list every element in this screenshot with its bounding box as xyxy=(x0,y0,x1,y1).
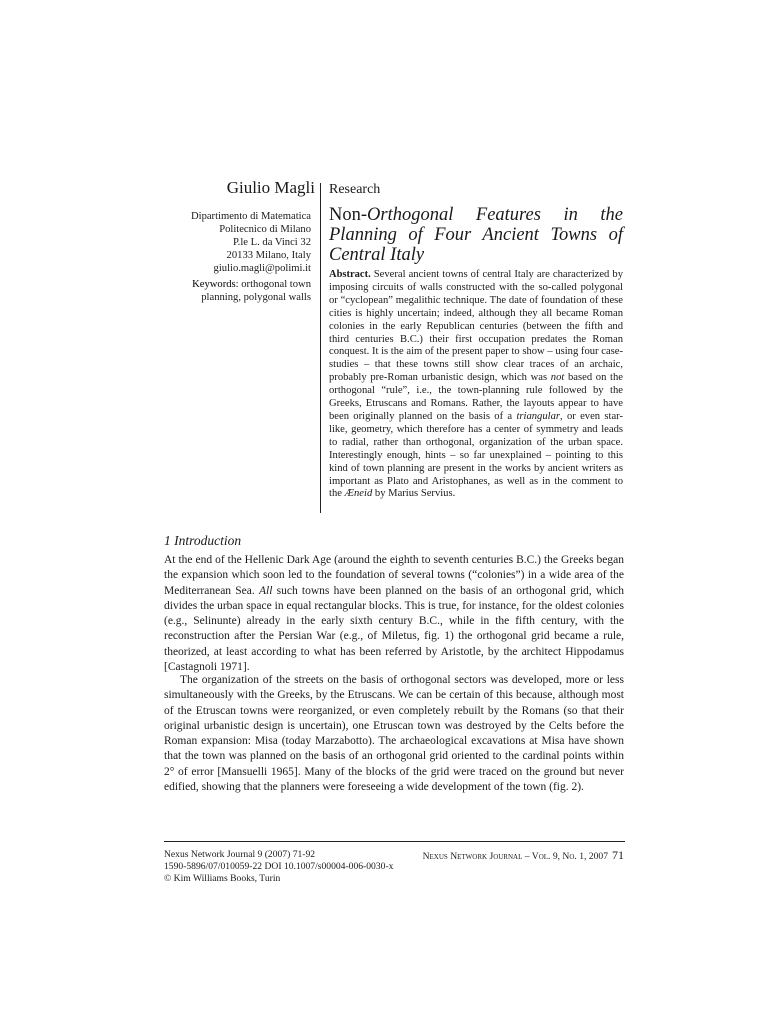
section-label: Research xyxy=(329,182,381,197)
keywords-text: : orthogonal town planning, polygonal walls xyxy=(201,279,311,303)
keywords-label: Keywords xyxy=(192,279,236,290)
running-head-text: Nexus Network Journal – Vol. 9, No. 1, 2007 xyxy=(422,851,608,862)
page-number: 71 xyxy=(612,848,624,862)
title-part-2: Orthogonal Features in the Planning of Four Ancient Towns of Central Italy xyxy=(329,205,623,265)
footer-running-head xyxy=(400,848,624,863)
abstract-emphasis: Æneid xyxy=(344,488,373,500)
abstract-text: by Marius Servius. xyxy=(372,488,456,500)
affiliation-line: Dipartimento di Matematica xyxy=(190,211,311,222)
article-title xyxy=(329,205,623,265)
title-part-1: Non- xyxy=(329,205,368,225)
abstract-text: based on the orthogonal “rule”, i.e., the town-planning rule followed by the Greeks, Etruscans and Romans. Rather, the layouts appear to have been originally planned on the basis of a xyxy=(329,372,623,422)
paragraph-text: such towns have been planned on the basis of an orthogonal grid, which divides the urban space in equal rectangular blocks. This is true, for instance, for the oldest colonies (e.g., Selinunte) already in the early sixth century B.C., while in the fifth century, with the reconstruction after the Persian War (e.g., of Miletus, fig. 1) the orthogonal grid became a rule, theorized, at least according to what has been referred by Aristotle, by the architect Hippodamus [Castagnoli 1971]. xyxy=(164,584,625,674)
author-name: Giulio Magli xyxy=(226,178,315,197)
footer-citation xyxy=(164,849,393,885)
abstract xyxy=(329,269,623,501)
section-heading: 1 Introduction xyxy=(164,533,242,548)
footer-rule xyxy=(164,841,625,842)
abstract-emphasis: triangular xyxy=(516,410,560,422)
abstract-text: Several ancient towns of central Italy are characterized by imposing circuits of walls constructed with the so-called polygonal or “cyclopean” megalithic technique. The date of foundation of these cities is highly uncertain; indeed, although they all became Roman colonies in the early Republican centuries (between the fifth and third centuries B.C.) their first occupation predates the Roman conquest. It is the aim of the present paper to show – using four case-studies – that these towns still show clear traces of an archaic, probably pre-Roman urbanistic design, which was xyxy=(329,269,623,384)
affiliation-line: 20133 Milano, Italy xyxy=(226,250,311,261)
affiliation-line: Politecnico di Milano xyxy=(219,224,311,235)
abstract-emphasis: not xyxy=(550,372,565,384)
footer-doi: 1590-5896/07/010059-22 DOI 10.1007/s00004-006-0030-x xyxy=(164,861,394,872)
body-paragraph: The organization of the streets on the basis of orthogonal sectors was developed, more or less simultaneously with the Greeks, by the Etruscans. We can be certain of this because, although most of the Etruscan towns were reorganized, or even completely rebuilt by the Romans (so that their original urbanistic design is uncertain), one Etruscan town was destroyed by the Celts before the Roman expansion: Misa (today Marzabotto). The archaeological excavations at Misa have shown that the town was planned on the basis of an orthogonal grid oriented to the cardinal points within 2° of error [Mansuelli 1965]. Many of the blocks of the grid were traced on the ground but never edified, showing that the planners were foreseeing a wide development of the town (fig. 2). xyxy=(164,674,624,794)
body-paragraph xyxy=(164,553,624,675)
vertical-divider xyxy=(320,183,321,513)
keywords xyxy=(150,278,311,304)
footer-copyright: © Kim Williams Books, Turin xyxy=(164,873,281,884)
paragraph-text: At the end of the Hellenic Dark Age (around the eighth to seventh centuries B.C.) the Greeks began the expansion which soon led to the foundation of several towns (“colonies”) in a wide area of the Mediterranean Sea. xyxy=(164,554,624,597)
abstract-text: , or even star-like, geometry, which therefore has a center of symmetry and leads to radial, rather than orthogonal, organization of the urban space. Interestingly enough, hints – so far unexplained – pointing to this kind of town planning are present in the works by ancient writers as important as Plato and Aristophanes, as well as in the comment to the xyxy=(329,410,624,500)
footer-journal: Nexus Network Journal 9 (2007) 71-92 xyxy=(164,849,316,860)
author-email[interactable]: giulio.magli@polimi.it xyxy=(213,263,311,274)
affiliation-line: P.le L. da Vinci 32 xyxy=(232,237,311,248)
abstract-label: Abstract. xyxy=(329,269,371,280)
affiliation xyxy=(150,210,311,275)
paragraph-emphasis: All xyxy=(258,584,273,597)
